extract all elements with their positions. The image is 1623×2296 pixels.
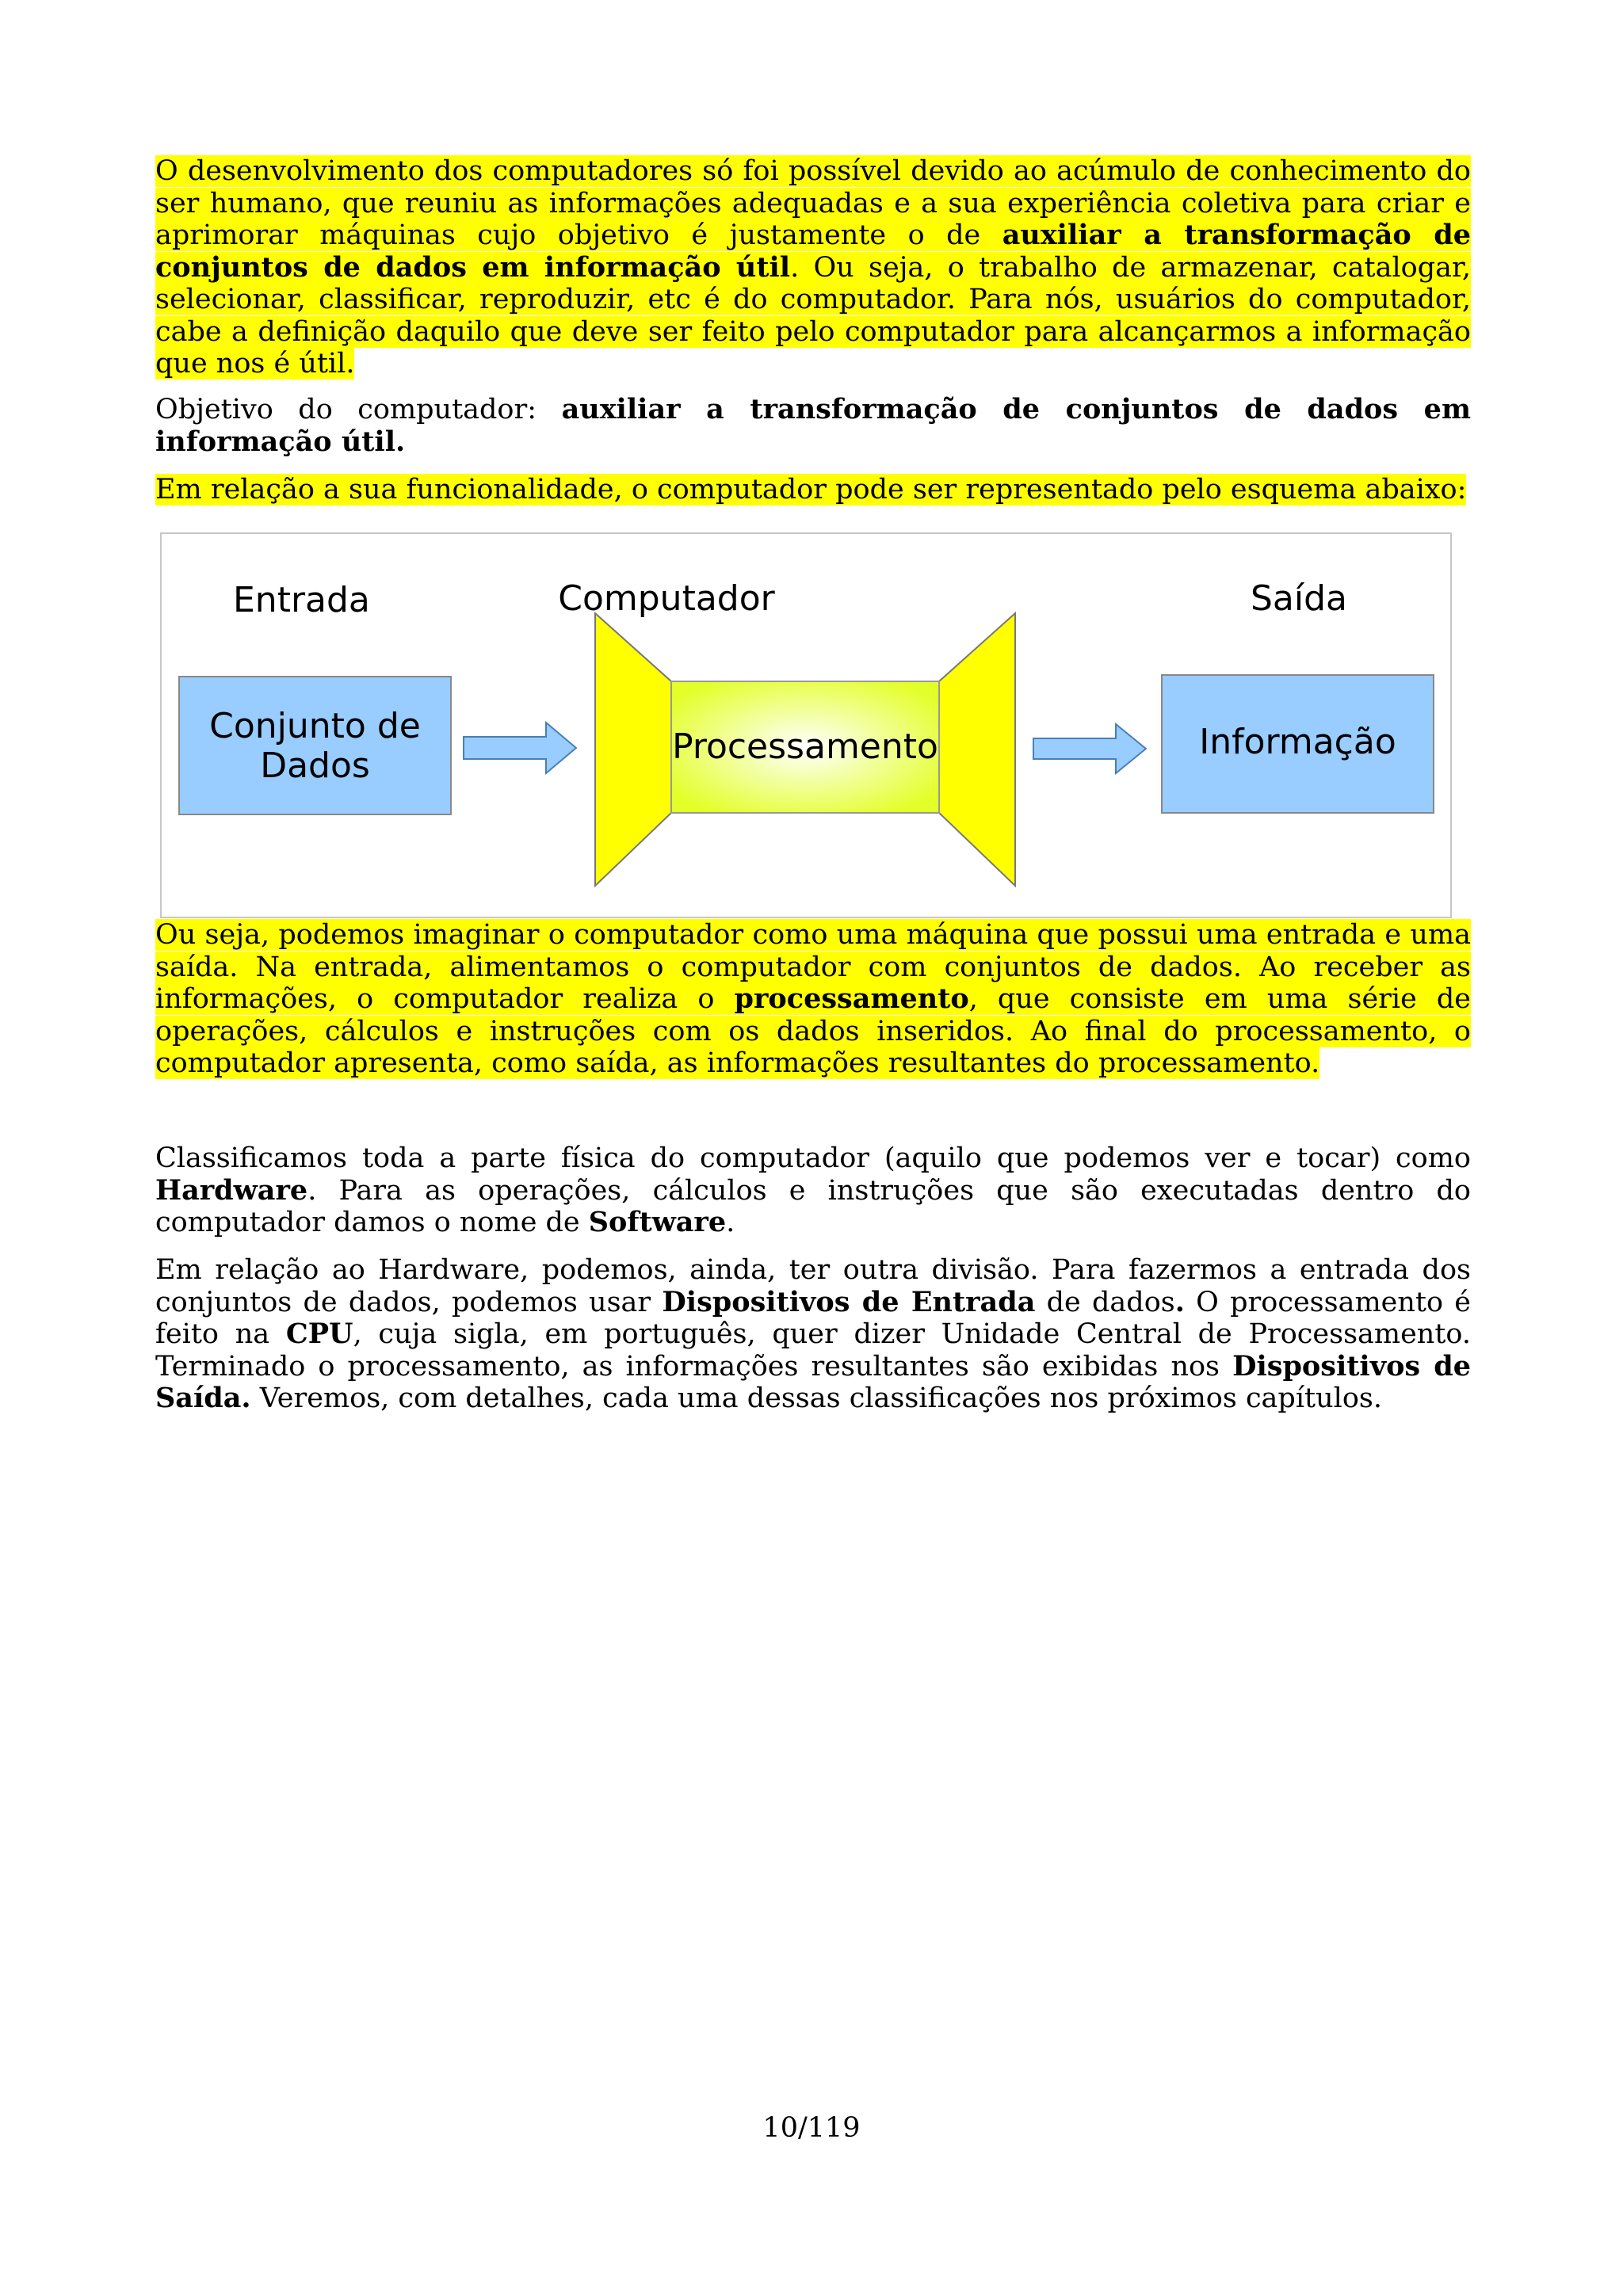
highlight-intro: O desenvolvimento dos computadores só foi possível devido ao acúmulo de conhecimento do ser humano, que reuniu as informações adequadas e a sua experiência coletiva para criar e aprimorar máquinas cujo objetivo é justamente o de auxiliar a transformação de conjuntos de dados em informação útil. Ou seja, o trabalho de armazenar, catalogar, selecionar, classificar, reproduzir, etc é do computador. Para nós, usuários do computador, cabe a definição daquilo que deve ser feito pelo computador para alcançarmos a informação que nos é útil. bbox=[155, 155, 1471, 379]
funnel-right bbox=[939, 613, 1015, 886]
label-conjunto-de-dados: Conjunto de Dados bbox=[209, 706, 421, 786]
bold-software: Software bbox=[588, 1206, 727, 1238]
paragraph-machine bbox=[155, 919, 1471, 1080]
label-entrada: Entrada bbox=[233, 580, 370, 620]
paragraph-hardware-division: Em relação ao Hardware, podemos, ainda, ter outra divisão. Para fazermos a entrada dos conjuntos de dados, podemos usar Dispositivos de Entrada de dados. O processamento é feito na CPU, cuja sigla, em português, quer dizer Unidade Central de Processamento. Terminado o processamento, as informações resultantes são exibidas nos Dispositivos de Saída. Veremos, com detalhes, cada uma dessas classificações nos próximos capítulos. bbox=[155, 1254, 1471, 1414]
bold-processamento: processamento bbox=[734, 982, 969, 1015]
bold-input-devices: Dispositivos de Entrada bbox=[662, 1285, 1036, 1318]
label-informacao: Informação bbox=[1199, 722, 1396, 762]
label-computador: Computador bbox=[558, 578, 775, 619]
page-number: 10/119 bbox=[762, 2112, 861, 2144]
label-processamento: Processamento bbox=[672, 727, 938, 767]
bold-cpu: CPU bbox=[285, 1318, 353, 1350]
label-saida: Saída bbox=[1251, 578, 1348, 619]
bold-hardware: Hardware bbox=[155, 1173, 308, 1207]
bold-objective-statement: auxiliar a transformação de conjuntos de dados em informação útil. bbox=[155, 393, 1471, 458]
bold-output-devices: Dispositivos de Saída. bbox=[155, 1349, 1471, 1414]
arrow-input-to-computer bbox=[464, 723, 576, 773]
funnel-left bbox=[595, 613, 671, 886]
arrow-computer-to-output bbox=[1033, 724, 1146, 773]
paragraph-schema-intro: Em relação a sua funcionalidade, o computador pode ser representado pelo esquema abaixo: bbox=[155, 474, 1467, 505]
bold-objective: auxiliar a transformação de conjuntos de dados em informação útil bbox=[155, 219, 1471, 284]
paragraph-objective: Objetivo do computador: auxiliar a transformação de conjuntos de dados em informação útil. bbox=[155, 393, 1471, 458]
paragraph-hardware-software: Classificamos toda a parte física do computador (aquilo que podemos ver e tocar) como Hardware. Para as operações, cálculos e instruções que são executadas dentro do computador damos o nome de Software. bbox=[155, 1142, 1471, 1238]
computer-function-diagram bbox=[160, 532, 1452, 918]
highlight-machine: Ou seja, podemos imaginar o computador como uma máquina que possui uma entrada e uma saída. Na entrada, alimentamos o computador com conjuntos de dados. Ao receber as informações, o computador realiza o processamento, que consiste em uma série de operações, cálculos e instruções com os dados inseridos. Ao final do processamento, o computador apresenta, como saída, as informações resultantes do processamento. bbox=[155, 919, 1471, 1079]
paragraph-intro bbox=[155, 155, 1471, 380]
